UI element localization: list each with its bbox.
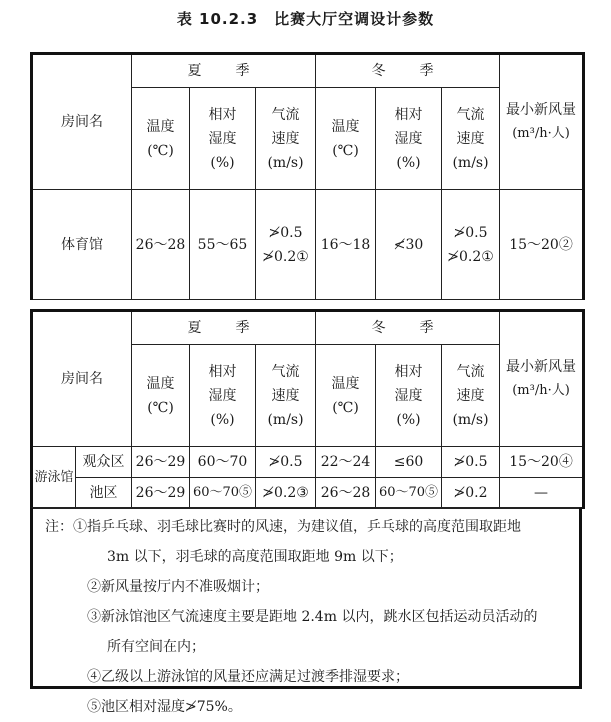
note-3-cont: 所有空间在内； bbox=[107, 639, 205, 655]
summer-header: 夏 季 bbox=[132, 54, 316, 88]
min-fresh-air-header: 最小新风量 (m³/h·人) bbox=[500, 54, 584, 190]
gym-winter-temp: 16～18 bbox=[316, 190, 376, 300]
winter-temp-header: 温度 (℃) bbox=[316, 88, 376, 190]
winter-air-header: 气流 速度 (m/s) bbox=[442, 88, 500, 190]
note-5: ⑤池区相对湿度≯75%。 bbox=[87, 699, 242, 715]
pool-winter-air: ≯0.2 bbox=[442, 478, 500, 509]
gym-winter-air: ≯0.5 ≯0.2① bbox=[442, 190, 500, 300]
gym-winter-rh: ≮30 bbox=[376, 190, 442, 300]
room-name-header: 房间名 bbox=[32, 311, 132, 447]
room-name-header: 房间名 bbox=[32, 54, 132, 190]
summer-air-header: 气流 速度 (m/s) bbox=[256, 88, 316, 190]
pool-fresh-air: 15～20④ bbox=[500, 447, 584, 478]
gym-table bbox=[30, 52, 585, 300]
table-row bbox=[32, 478, 584, 509]
summer-rh-header: 相对 湿度 (%) bbox=[190, 88, 256, 190]
winter-temp-header: 温度 (℃) bbox=[316, 345, 376, 447]
pool-fresh-air: — bbox=[500, 478, 584, 509]
note-1: 注：①指乒乓球、羽毛球比赛时的风速，为建议值，乒乓球的高度范围取距地 bbox=[45, 519, 521, 535]
summer-air-header: 气流 速度 (m/s) bbox=[256, 345, 316, 447]
pool-winter-rh: ≤60 bbox=[376, 447, 442, 478]
winter-header: 冬 季 bbox=[316, 311, 500, 345]
note-4: ④乙级以上游泳馆的风量还应满足过渡季排湿要求； bbox=[87, 669, 409, 685]
pool-winter-rh: 60～70⑤ bbox=[376, 478, 442, 509]
pool-table bbox=[30, 309, 585, 509]
min-fresh-air-header: 最小新风量 (m³/h·人) bbox=[500, 311, 584, 447]
pool-name: 游泳馆 bbox=[32, 447, 76, 509]
summer-temp-header: 温度 (℃) bbox=[132, 345, 190, 447]
pool-winter-temp: 26～28 bbox=[316, 478, 376, 509]
gym-summer-rh: 55～65 bbox=[190, 190, 256, 300]
pool-summer-rh: 60～70⑤ bbox=[190, 478, 256, 509]
table-row bbox=[32, 447, 584, 478]
winter-air-header: 气流 速度 (m/s) bbox=[442, 345, 500, 447]
table-title: 表 10.2.3 比赛大厅空调设计参数 bbox=[176, 10, 435, 28]
winter-rh-header: 相对 湿度 (%) bbox=[376, 345, 442, 447]
note-2: ②新风量按厅内不准吸烟计； bbox=[87, 579, 269, 595]
table-notes bbox=[30, 507, 582, 715]
summer-temp-header: 温度 (℃) bbox=[132, 88, 190, 190]
gym-fresh-air: 15～20② bbox=[500, 190, 584, 300]
pool-summer-air: ≯0.5 bbox=[256, 447, 316, 478]
gym-summer-air: ≯0.5 ≯0.2① bbox=[256, 190, 316, 300]
summer-rh-header: 相对 湿度 (%) bbox=[190, 345, 256, 447]
pool-summer-temp: 26～29 bbox=[132, 447, 190, 478]
gym-name: 体育馆 bbox=[32, 190, 132, 300]
pool-summer-temp: 26～29 bbox=[132, 478, 190, 509]
winter-header: 冬 季 bbox=[316, 54, 500, 88]
summer-header: 夏 季 bbox=[132, 311, 316, 345]
gym-summer-temp: 26～28 bbox=[132, 190, 190, 300]
winter-rh-header: 相对 湿度 (%) bbox=[376, 88, 442, 190]
pool-zone: 观众区 bbox=[76, 447, 132, 478]
note-3: ③新泳馆池区气流速度主要是距地 2.4m 以内，跳水区包括运动员活动的 bbox=[87, 609, 538, 625]
pool-zone: 池区 bbox=[76, 478, 132, 509]
pool-summer-rh: 60～70 bbox=[190, 447, 256, 478]
pool-winter-temp: 22～24 bbox=[316, 447, 376, 478]
pool-summer-air: ≯0.2③ bbox=[256, 478, 316, 509]
pool-winter-air: ≯0.5 bbox=[442, 447, 500, 478]
note-1-cont: 3m 以下，羽毛球的高度范围取距地 9m 以下； bbox=[107, 549, 403, 565]
